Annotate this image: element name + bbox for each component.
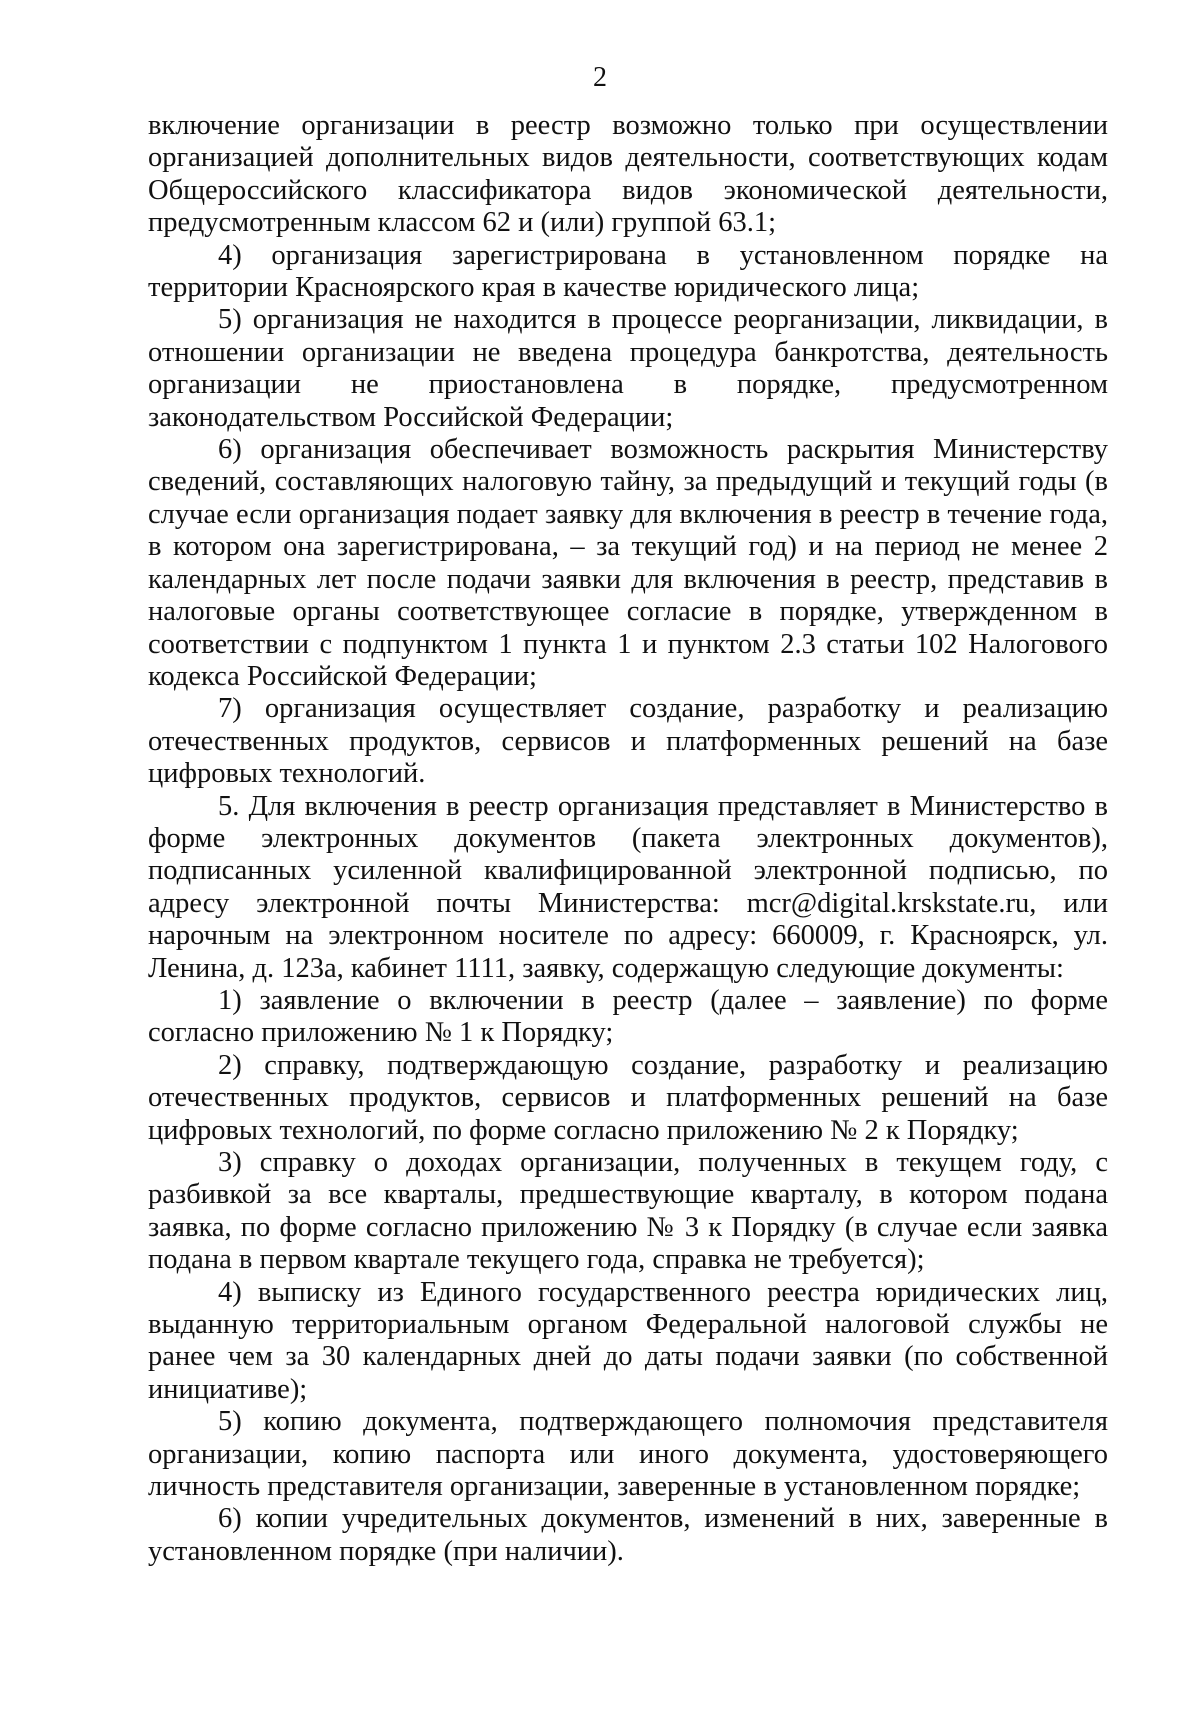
paragraph-section-5: 5. Для включения в реестр организация представляет в Министерство в форме электронных документов (пакета электронных документов), подписанных усиленной квалифицированной электронной подписью, по адресу электронной почты Министерства: mcr@digital.krskstate.ru, или нарочным на электронном носителе по адресу: 660009, г. Красноярск, ул. Ленина, д. 123а, кабинет 1111, заявку, содержащую следующие документы: [148,790,1108,984]
paragraph-item-6: 6) организация обеспечивает возможность раскрытия Министерству сведений, составляющих налоговую тайну, за предыдущий и текущий годы (в случае если организация подает заявку для включения в реестр в течение года, в котором она зарегистрирована, – за текущий год) и на период не менее 2 календарных лет после подачи заявки для включения в реестр, представив в налоговые органы соответствующее согласие в порядке, утвержденном в соответствии с подпунктом 1 пункта 1 и пунктом 2.3 статьи 102 Налогового кодекса Российской Федерации; [148,434,1108,692]
paragraph-document-6: 6) копии учредительных документов, изменений в них, заверенные в установленном порядке (при наличии). [148,1503,1108,1567]
paragraph-document-1: 1) заявление о включении в реестр (далее – заявление) по форме согласно приложению № 1 к Порядку; [148,984,1108,1049]
document-body [148,110,1108,1568]
paragraph-document-4: 4) выписку из Единого государственного реестра юридических лиц, выданную территориальным органом Федеральной налоговой службы не ранее чем за 30 календарных дней до даты подачи заявки (по собственной инициативе); [148,1276,1108,1405]
paragraph-item-5: 5) организация не находится в процессе реорганизации, ликвидации, в отношении организации не введена процедура банкротства, деятельность организации не приостановлена в порядке, предусмотренном законодательством Российской Федерации; [148,304,1108,433]
paragraph-continuation: включение организации в реестр возможно только при осуществлении организацией дополнительных видов деятельности, соответствующих кодам Общероссийского классификатора видов экономической деятельности, предусмотренным классом 62 и (или) группой 63.1; [148,110,1108,239]
paragraph-item-4: 4) организация зарегистрирована в установленном порядке на территории Красноярского края в качестве юридического лица; [148,239,1108,304]
paragraph-item-7: 7) организация осуществляет создание, разработку и реализацию отечественных продуктов, сервисов и платформенных решений на базе цифровых технологий. [148,693,1108,790]
paragraph-document-5: 5) копию документа, подтверждающего полномочия представителя организации, копию паспорта или иного документа, удостоверяющего личность представителя организации, заверенные в установленном порядке; [148,1406,1108,1503]
paragraph-document-2: 2) справку, подтверждающую создание, разработку и реализацию отечественных продуктов, сервисов и платформенных решений на базе цифровых технологий, по форме согласно приложению № 2 к Порядку; [148,1049,1108,1146]
page-number: 2 [593,62,607,93]
paragraph-document-3: 3) справку о доходах организации, полученных в текущем году, с разбивкой за все кварталы, предшествующие кварталу, в котором подана заявка, по форме согласно приложению № 3 к Порядку (в случае если заявка подана в первом квартале текущего года, справка не требуется); [148,1147,1108,1276]
